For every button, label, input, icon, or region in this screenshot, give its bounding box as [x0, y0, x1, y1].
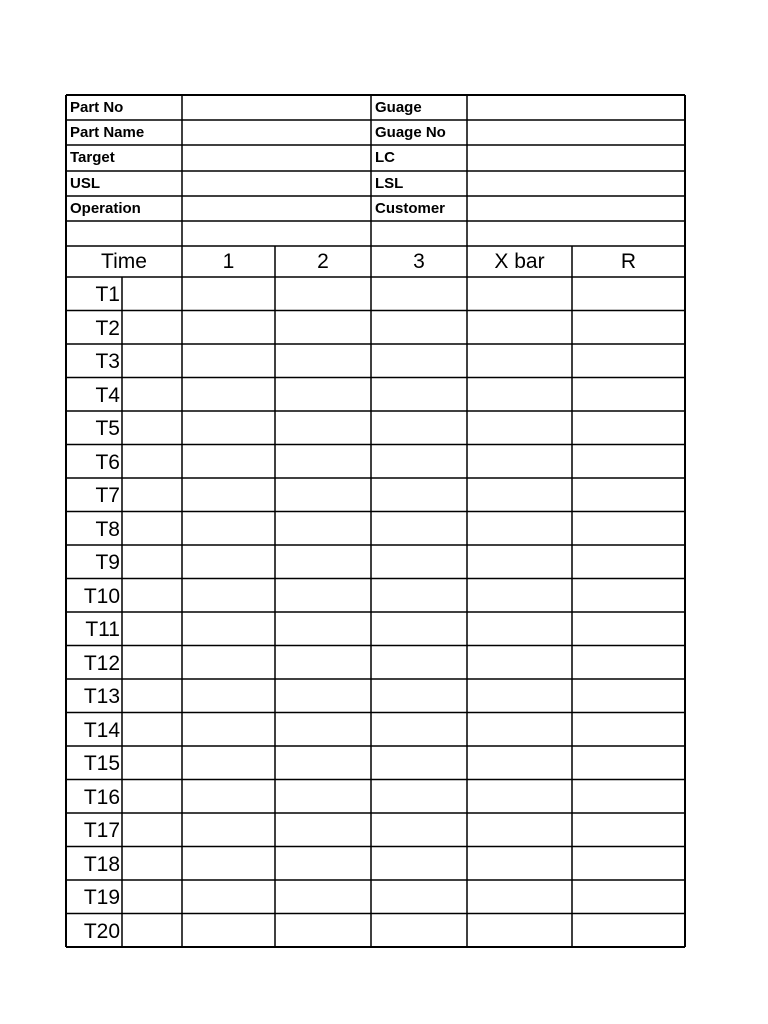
sheet-grid [66, 95, 685, 947]
control-sheet [66, 95, 685, 947]
time-row-label: T10 [83, 584, 120, 608]
column-header: X bar [494, 250, 545, 273]
field-label-right: LSL [375, 175, 404, 192]
time-row-label: T8 [95, 517, 120, 541]
time-row-label: T16 [83, 785, 120, 809]
time-row-label: T12 [83, 651, 120, 675]
field-label-left: USL [70, 175, 100, 192]
field-label-left: Part Name [70, 124, 145, 141]
field-label-right: Guage [375, 99, 422, 116]
time-row-label: T9 [95, 551, 120, 574]
column-header: R [620, 250, 637, 273]
time-row-label: T6 [95, 450, 120, 474]
time-row-label: T3 [95, 350, 120, 373]
time-row-label: T4 [95, 383, 120, 407]
field-label-right: Customer [375, 200, 446, 217]
column-header: 2 [317, 250, 329, 273]
time-row-label: T14 [83, 718, 120, 742]
column-header: 3 [413, 250, 425, 273]
time-row-label: T1 [95, 283, 120, 306]
time-row-label: T7 [95, 484, 120, 507]
time-row-label: T2 [95, 316, 120, 340]
time-row-label: T17 [83, 819, 120, 842]
time-row-label: T15 [83, 752, 120, 775]
column-header: 1 [222, 250, 235, 273]
field-label-left: Operation [70, 200, 141, 217]
field-label-left: Part No [70, 99, 124, 116]
time-row-label: T19 [83, 886, 120, 909]
time-row-label: T11 [85, 618, 120, 641]
field-label-right: Guage No [375, 124, 446, 141]
field-label-left: Target [70, 149, 115, 166]
time-row-label: T5 [95, 417, 120, 440]
time-row-label: T13 [83, 685, 120, 708]
time-row-label: T18 [83, 852, 120, 876]
time-row-label: T20 [83, 919, 120, 943]
field-label-right: LC [375, 149, 395, 166]
column-header: Time [101, 250, 147, 273]
